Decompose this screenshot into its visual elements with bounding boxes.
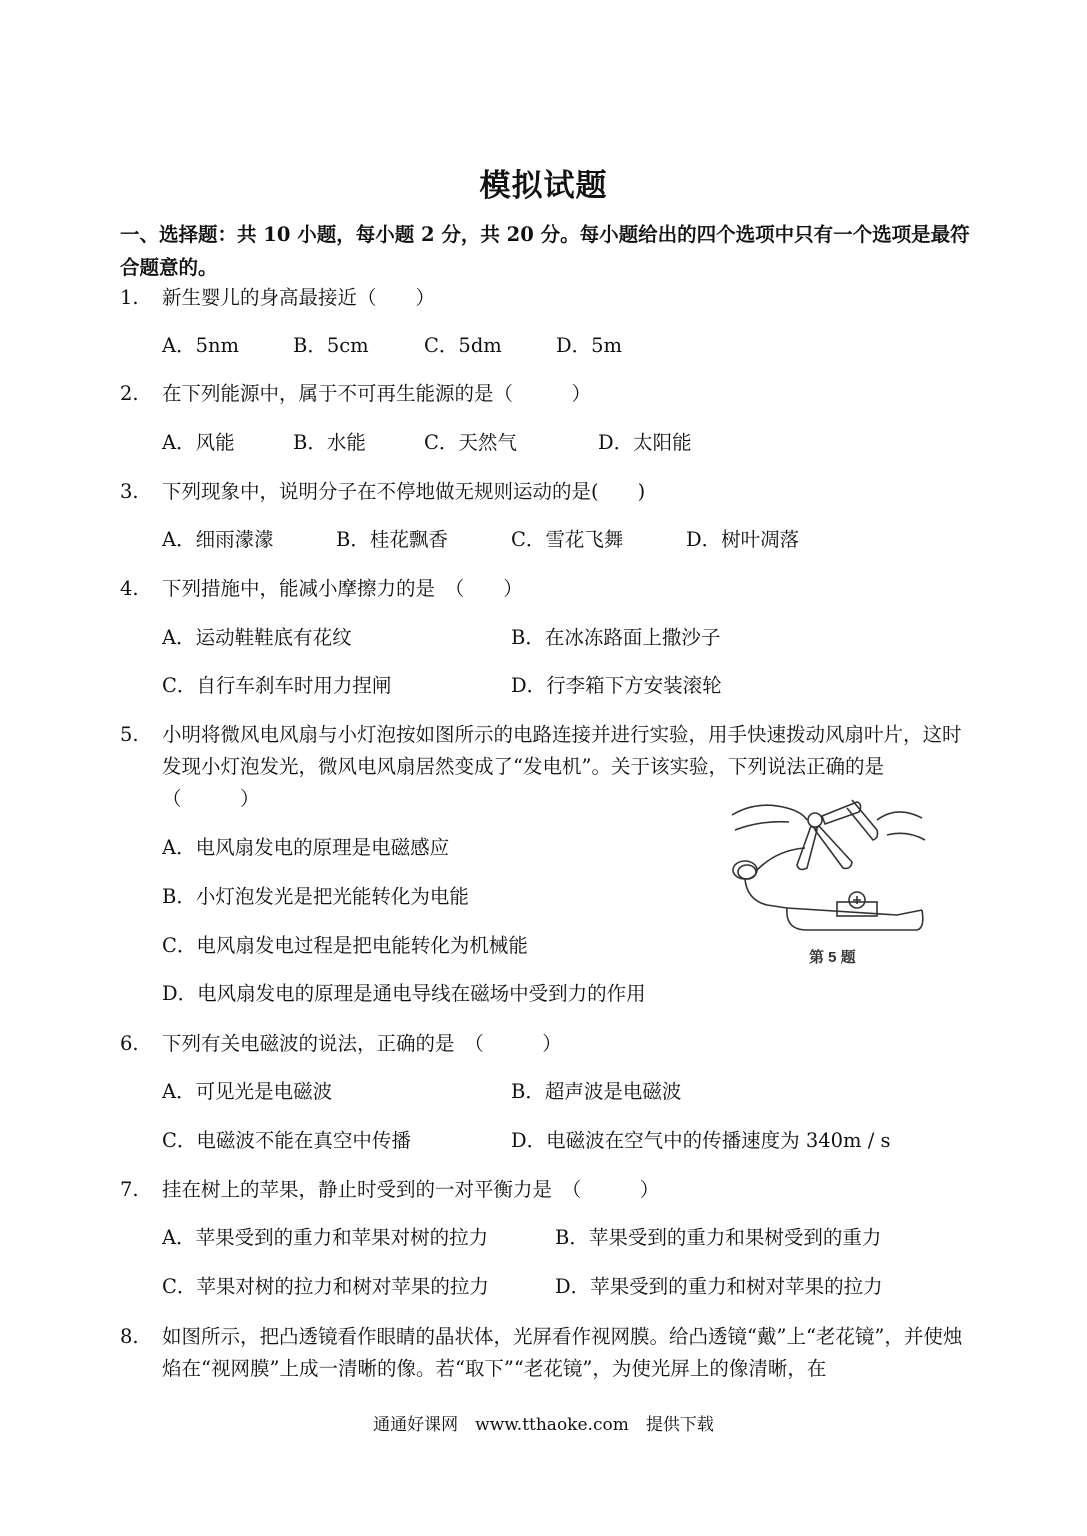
option-a: A．细雨濛濛 bbox=[162, 528, 274, 551]
option-d: D．树叶凋落 bbox=[686, 528, 800, 551]
option-c: C．5dm bbox=[424, 334, 502, 357]
page-title: 模拟试题 bbox=[479, 168, 608, 204]
question-number: 6. bbox=[120, 1032, 139, 1055]
question-stem: 如图所示，把凸透镜看作眼睛的晶状体，光屏看作视网膜。给凸透镜“戴”上“老花镜”，并使烛焰在“视网膜”上成一清晰的像。若“取下”“老花镜”，为使光屏上的像清晰，在 bbox=[162, 1325, 963, 1380]
question-number: 5. bbox=[120, 723, 139, 746]
option-b: B．5cm bbox=[293, 334, 369, 357]
option-d: D．太阳能 bbox=[598, 431, 692, 454]
option-b: B．苹果受到的重力和果树受到的重力 bbox=[555, 1226, 882, 1249]
option-c: C．电磁波不能在真空中传播 bbox=[162, 1129, 411, 1152]
option-b: B．在冰冻路面上撒沙子 bbox=[511, 626, 721, 649]
option-d: D．苹果受到的重力和树对苹果的拉力 bbox=[555, 1275, 883, 1298]
option-a: A．电风扇发电的原理是电磁感应 bbox=[162, 836, 450, 859]
option-a: A．风能 bbox=[162, 431, 235, 454]
option-a: A．苹果受到的重力和苹果对树的拉力 bbox=[162, 1226, 489, 1249]
question-number: 7. bbox=[120, 1178, 139, 1201]
option-b: B．超声波是电磁波 bbox=[511, 1080, 682, 1103]
question-number: 8. bbox=[120, 1325, 139, 1348]
option-b: B．水能 bbox=[293, 431, 366, 454]
option-d: D．电磁波在空气中的传播速度为 340m / s bbox=[511, 1129, 891, 1152]
question-stem: 小明将微风电风扇与小灯泡按如图所示的电路连接并进行实验，用手快速拨动风扇叶片，这时发现小灯泡发光，微风电风扇居然变成了“发电机”。关于该实验，下列说法正确的是 （ ） bbox=[162, 723, 962, 810]
option-a: A．5nm bbox=[162, 334, 240, 357]
question-number: 3. bbox=[120, 480, 139, 503]
question-number: 4. bbox=[120, 577, 139, 600]
option-c: C．苹果对树的拉力和树对苹果的拉力 bbox=[162, 1275, 489, 1298]
question-number: 1. bbox=[120, 286, 139, 309]
question-number: 2. bbox=[120, 382, 139, 405]
option-b: B．小灯泡发光是把光能转化为电能 bbox=[162, 885, 469, 908]
page-footer: 通通好课网 www.tthaoke.com 提供下载 bbox=[373, 1415, 714, 1435]
option-b: B．桂花飘香 bbox=[336, 528, 448, 551]
option-c: C．雪花飞舞 bbox=[511, 528, 624, 551]
option-c: C．电风扇发电过程是把电能转化为机械能 bbox=[162, 934, 528, 957]
option-a: A．可见光是电磁波 bbox=[162, 1080, 333, 1103]
question-stem: 下列有关电磁波的说法，正确的是 （ ） bbox=[162, 1032, 562, 1055]
option-d: D．5m bbox=[556, 334, 623, 357]
question-stem: 新生婴儿的身高最接近（ ） bbox=[162, 286, 436, 309]
option-c: C．自行车刹车时用力捏闸 bbox=[162, 674, 392, 697]
question-stem: 在下列能源中，属于不可再生能源的是（ ） bbox=[162, 382, 592, 405]
question-5-figure bbox=[727, 790, 932, 970]
fan-circuit-illustration bbox=[727, 790, 932, 970]
question-stem: 下列现象中，说明分子在不停地做无规则运动的是( ) bbox=[162, 480, 646, 503]
option-a: A．运动鞋鞋底有花纹 bbox=[162, 626, 352, 649]
option-c: C．天然气 bbox=[424, 431, 517, 454]
section-heading: 一、选择题：共 10 小题，每小题 2 分，共 20 分。每小题给出的四个选项中只有一个选项是最符合题意的。 bbox=[120, 223, 970, 279]
figure-caption: 第 5 题 bbox=[809, 949, 856, 966]
option-d: D．行李箱下方安装滚轮 bbox=[511, 674, 722, 697]
option-d: D．电风扇发电的原理是通电导线在磁场中受到力的作用 bbox=[162, 982, 646, 1005]
question-stem: 下列措施中，能减小摩擦力的是 （ ） bbox=[162, 577, 523, 600]
question-stem: 挂在树上的苹果，静止时受到的一对平衡力是 （ ） bbox=[162, 1178, 660, 1201]
